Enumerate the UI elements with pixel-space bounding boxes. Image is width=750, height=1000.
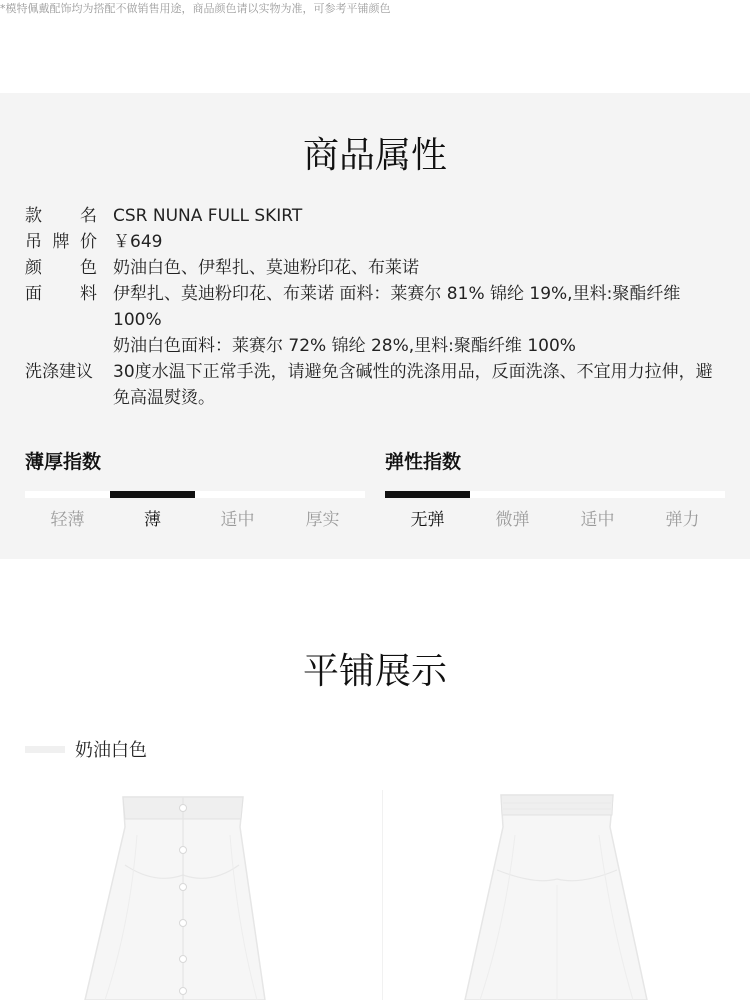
image-divider: [382, 790, 383, 1000]
attribute-label-fabric: 面 料: [25, 284, 97, 304]
attribute-value-price: ￥649: [113, 232, 163, 252]
attribute-value-color: 奶油白色、伊犁扎、莫迪粉印花、布莱诺: [113, 258, 419, 278]
attributes-section: [0, 93, 750, 559]
thickness-option: 轻薄: [50, 510, 85, 530]
elasticity-option: 微弹: [495, 510, 530, 530]
elasticity-scale-labels: [385, 505, 725, 530]
thickness-segment: [195, 491, 280, 498]
skirt-back-drawing: [385, 775, 725, 1000]
thickness-segment: [25, 491, 110, 498]
elasticity-segment: [470, 491, 555, 498]
elasticity-segment: [555, 491, 640, 498]
flat-lay-title: 平铺展示: [302, 651, 447, 692]
elasticity-segment: [640, 491, 725, 498]
attribute-value-name: CSR NUNA FULL SKIRT: [113, 206, 303, 226]
skirt-front-drawing: [25, 775, 380, 1000]
thickness-title: 薄厚指数: [25, 451, 102, 473]
attribute-row-name: [25, 203, 725, 229]
attribute-label-color: 颜 色: [25, 258, 97, 278]
attribute-row-care: [25, 359, 725, 411]
skirt-front-image: [25, 775, 380, 1000]
attribute-row-color: [25, 255, 725, 281]
color-name: 奶油白色: [75, 740, 147, 761]
thickness-scale-labels: [25, 505, 365, 530]
elasticity-scale-bar: [385, 491, 725, 498]
thickness-option-selected: 薄: [144, 510, 161, 530]
elasticity-option-selected: 无弹: [410, 510, 445, 530]
elasticity-segment-selected: [385, 491, 470, 498]
attribute-label-care: 洗涤建议: [25, 362, 93, 382]
elasticity-title: 弹性指数: [385, 451, 462, 473]
thickness-segment: [280, 491, 365, 498]
skirt-back-image: [385, 775, 725, 1000]
attribute-row-price: [25, 229, 725, 255]
thickness-option: 适中: [220, 510, 255, 530]
attribute-row-fabric: [25, 281, 725, 333]
attributes-title: 商品属性: [302, 135, 447, 176]
attribute-value-care: 30度水温下正常手洗，请避免含碱性的洗涤用品，反面洗涤、不宜用力拉伸，避免高温熨烫。: [113, 362, 713, 408]
attribute-value-fabric-2: 奶油白色面料：莱赛尔 72% 锦纶 28%,里料:聚酯纤维 100%: [113, 336, 576, 356]
attribute-label-name: 款 名: [25, 206, 97, 226]
elasticity-option: 适中: [580, 510, 615, 530]
flat-lay-color-label: [25, 736, 147, 762]
color-swatch: [25, 746, 65, 753]
attributes-table: [25, 203, 725, 411]
thickness-option: 厚实: [305, 510, 340, 530]
attribute-row-fabric-2: [25, 333, 725, 359]
thickness-segment-selected: [110, 491, 195, 498]
attribute-label-price: 吊 牌 价: [25, 232, 97, 252]
thickness-scale-bar: [25, 491, 365, 498]
elasticity-option: 弹力: [665, 510, 700, 530]
attribute-value-fabric: 伊犁扎、莫迪粉印花、布莱诺 面料：莱赛尔 81% 锦纶 19%,里料:聚酯纤维 100%: [113, 284, 681, 330]
disclaimer-note: *模特佩戴配饰均为搭配不做销售用途，商品颜色请以实物为准，可参考平铺颜色: [0, 2, 391, 15]
